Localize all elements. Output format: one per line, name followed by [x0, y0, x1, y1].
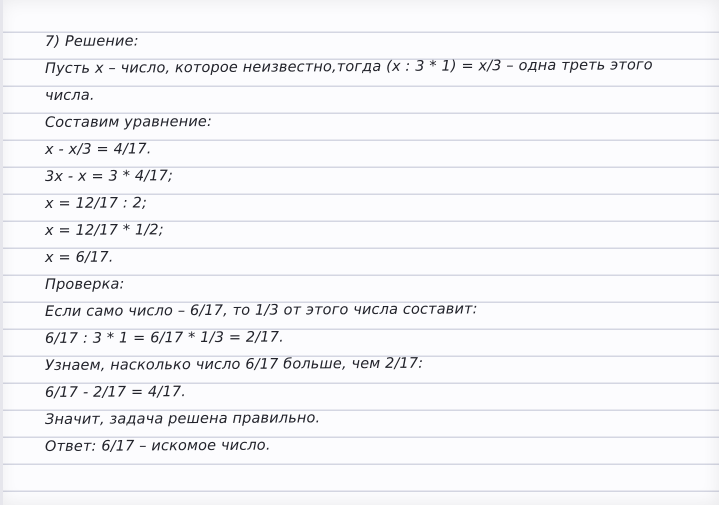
page-edge	[0, 0, 3, 505]
text-line: Если само число – 6/17, то 1/3 от этого числа составит:	[44, 301, 478, 320]
answer-line: Ответ: 6/17 – искомое число.	[44, 437, 271, 455]
equation-line: x = 12/17 * 1/2;	[44, 222, 164, 239]
equation-line: 3x - x = 3 * 4/17;	[44, 168, 174, 185]
equation-line: x = 12/17 : 2;	[44, 195, 148, 212]
handwritten-solution	[45, 29, 710, 461]
equation-line: 6/17 - 2/17 = 4/17.	[44, 384, 187, 401]
equation-line: x = 6/17.	[44, 249, 114, 266]
equation-heading: Составим уравнение:	[44, 113, 213, 131]
check-heading: Проверка:	[44, 276, 125, 293]
text-line: числа.	[44, 87, 95, 104]
equation-line: x - x/3 = 4/17.	[44, 141, 152, 158]
text-line: Значит, задача решена правильно.	[44, 410, 321, 428]
text-line: Узнаем, насколько число 6/17 больше, чем 2/17:	[44, 355, 424, 374]
solution-heading: 7) Решение:	[44, 33, 139, 50]
text-line: Пусть x – число, которое неизвестно,тогда (x : 3 * 1) = x/3 – одна треть этого	[44, 57, 653, 77]
equation-line: 6/17 : 3 * 1 = 6/17 * 1/3 = 2/17.	[44, 329, 284, 347]
